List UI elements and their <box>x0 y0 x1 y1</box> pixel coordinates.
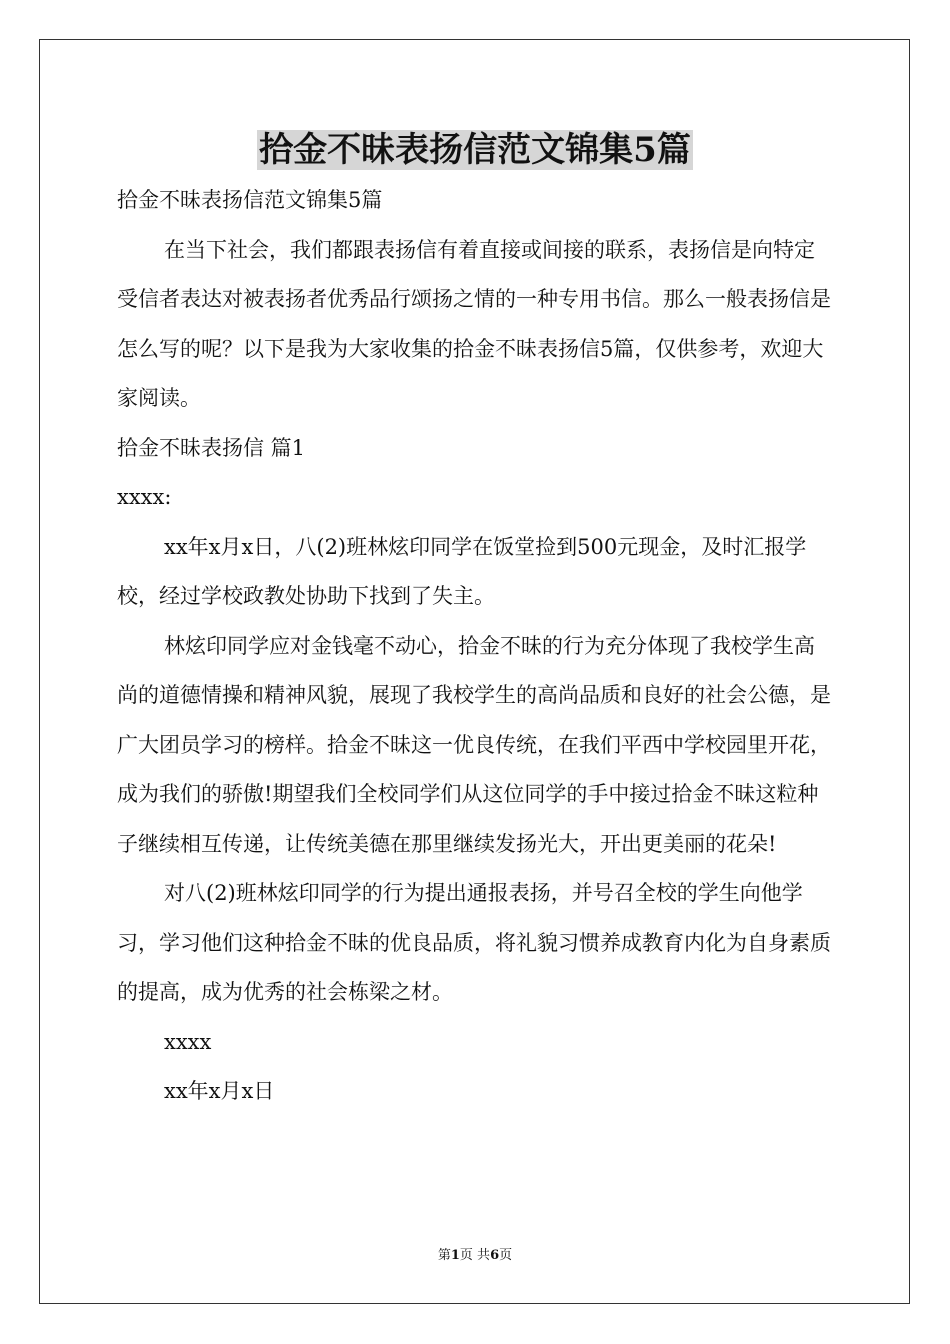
signature: xxxx <box>164 1029 212 1054</box>
body-paragraph: 对八(2)班林炫印同学的行为提出通报表扬，并号召全校的学生向他学习，学习他们这种拾金不昧的优良品质，将礼貌习惯养成教育内化为自身素质的提高，成为优秀的社会栋梁之材。 <box>117 881 831 1004</box>
document-title-text: 拾金不昧表扬信范文锦集5篇 <box>259 130 691 170</box>
intro-paragraph: 在当下社会，我们都跟表扬信有着直接或间接的联系，表扬信是向特定受信者表达对被表扬者优秀品行颂扬之情的一种专用书信。那么一般表扬信是怎么写的呢？以下是我为大家收集的拾金不昧表扬信5篇，仅供参考，欢迎大家阅读。 <box>117 237 831 410</box>
document-body <box>117 176 833 1117</box>
signature-date: xx年x月x日 <box>164 1079 275 1103</box>
body-paragraph: xx年x月x日，八(2)班林炫印同学在饭堂捡到500元现金，及时汇报学校，经过学校政教处协助下找到了失主。 <box>117 534 807 608</box>
page-prefix: 第 <box>437 1248 451 1263</box>
section-heading: 拾金不昧表扬信 篇1 <box>117 435 306 460</box>
salutation: xxxx: <box>117 485 172 509</box>
page-mid-text: 页 共 <box>459 1248 491 1263</box>
total-pages-number: 6 <box>490 1248 500 1263</box>
subtitle: 拾金不昧表扬信范文锦集5篇 <box>117 188 383 212</box>
page-footer <box>0 1248 950 1264</box>
page-suffix: 页 <box>499 1248 513 1263</box>
document-title <box>0 129 950 171</box>
current-page-number: 1 <box>450 1248 460 1263</box>
body-paragraph: 林炫印同学应对金钱毫不动心，拾金不昧的行为充分体现了我校学生高尚的道德情操和精神风貌，展现了我校学生的高尚品质和良好的社会公德，是广大团员学习的榜样。拾金不昧这一优良传统，在我们平西中学校园里开花，成为我们的骄傲!期望我们全校同学们从这位同学的手中接过拾金不昧这粒种子继续相互传递，让传统美德在那里继续发扬光大，开出更美丽的花朵! <box>117 633 831 856</box>
